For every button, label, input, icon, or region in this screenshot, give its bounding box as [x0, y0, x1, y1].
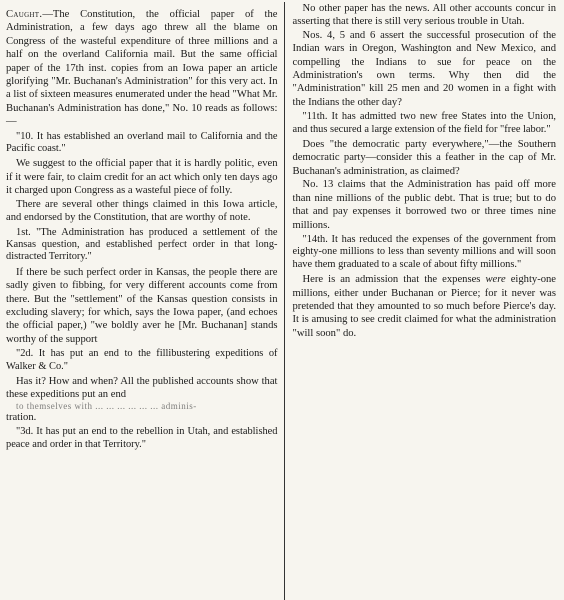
paragraph-admission	[293, 273, 557, 340]
paragraph-indian-wars: Nos. 4, 5 and 6 assert the successful prosecution of the Indian wars in Oregon, Washington and New Mexico, and compelling the Indians to sue for peace on the Administration's own terms. Why then did the "Administration" kill 25 men and 20 women in a fight with the Indians the other day?	[292, 29, 557, 108]
caught-paragraph	[6, 8, 278, 129]
paragraph-has-it-tail: tration.	[6, 411, 37, 423]
caught-paragraph-text: —The Constitution, the official paper of the Administration, a few days ago threw all the blame on Congress of the wasteful expenditure of three millions and a half on the overland California mail. But the same official paper of the 17th inst. copies from an Iowa paper an article glorifying "Mr. Buchanan's Administration" for this very act. In a list of sixteen measures enumerated under the head "What Mr. Buchanan's Administration has done," No. 10 reads as follows:—	[6, 9, 278, 128]
paragraph-public-debt: No. 13 claims that the Administration has paid off more than nine millions of the public debt. That is true; but to do that and pay expenses it borrowed two or three times nine millions.	[292, 179, 557, 231]
paragraph-kansas: If there be such perfect order in Kansas, the people there are sadly given to fibbing, for very different accounts come from there. But the "settlement" of the Kansas question consists in excluding slavery; for which, says the Iowa paper, (and echoes the official paper,) "we boldly aver he [Mr. Buchanan] stands worthy of the support	[6, 266, 278, 345]
paragraph-other-things: There are several other things claimed in this Iowa article, and endorsed by the Constitution, that are worthy of note.	[6, 198, 278, 224]
paragraph-suggest: We suggest to the official paper that it is hardly politic, even if it were fair, to claim credit for an act which only ten days ago it charged upon Congress as a wasteful piece of folly.	[6, 158, 278, 197]
smudged-line: to themselves with ... ... ... ... ... ... adminis-	[16, 400, 197, 411]
quote-item-2: "2d. It has put an end to the fillibustering expeditions of Walker & Co."	[6, 348, 278, 372]
quote-item-10: "10. It has established an overland mail to California and the Pacific coast."	[6, 130, 278, 155]
article-heading: Caught.	[6, 9, 43, 20]
right-column	[285, 2, 561, 600]
admission-text-b: eighty-one millions, either under Buchanan or Pierce; for it never was pretended that they amounted to so much before Pierce's day. It is amusing to see credit claimed for what the administration "will soon" do.	[292, 274, 557, 339]
left-column	[4, 2, 284, 600]
paragraph-has-it: Has it? How and when? All the published accounts show that these expeditions put an end	[6, 375, 278, 401]
quote-item-14: "14th. It has reduced the expenses of the government from eighty-one millions to less than seventy millions and will soon have them graduated to a scale of about fifty millions."	[292, 233, 557, 270]
admission-emphasis: were	[485, 274, 506, 286]
quote-item-11: "11th. It has admitted two new free States into the Union, and thus secured a large extension of the field for "free labor."	[292, 111, 557, 135]
quote-item-1: 1st. "The Administration has produced a settlement of the Kansas question, and established perfect order in that long-distracted Territory."	[6, 226, 278, 263]
paragraph-no-other-paper: No other paper has the news. All other accounts concur in asserting that there is still very serious trouble in Utah.	[292, 3, 557, 28]
paragraph-democratic-party: Does "the democratic party everywhere,"—the Southern democratic party—consider this a feather in the cap of Mr. Buchanan's administration, as claimed?	[292, 139, 557, 177]
admission-text-a: Here is an admission that the expenses	[302, 274, 486, 286]
quote-item-3: "3d. It has put an end to the rebellion in Utah, and established peace and order in that Territory."	[6, 426, 278, 450]
